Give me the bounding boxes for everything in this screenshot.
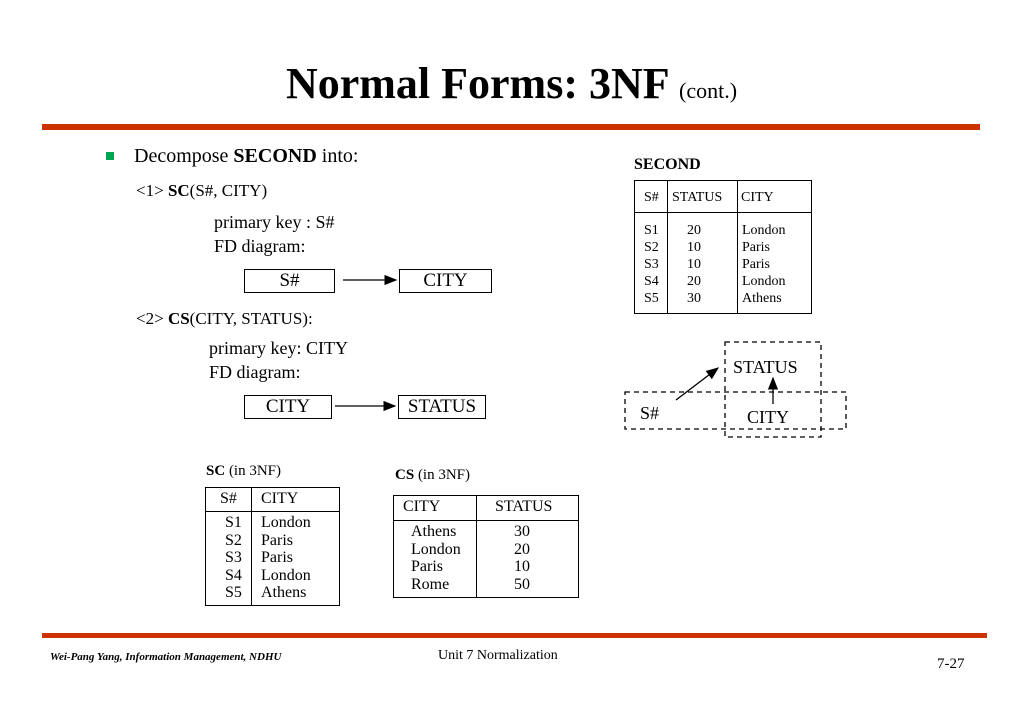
second-header-status: STATUS: [672, 190, 723, 205]
sc-col-snum: S1 S2 S3 S4 S5: [225, 514, 242, 601]
sc-table-title: [206, 463, 281, 480]
second-table-title: [634, 156, 701, 174]
sc-col-city: London Paris Paris London Athens: [261, 514, 311, 601]
cs-table: [393, 495, 579, 598]
footer-author: Wei-Pang Yang, Information Management, NDHU: [50, 651, 282, 663]
cs-name: CS: [167, 309, 190, 328]
decompose-relation: SECOND: [233, 145, 317, 167]
cs-col-city: Athens London Paris Rome: [411, 523, 461, 593]
sc-table-divider: [251, 488, 252, 605]
second-col-status: 20 10 10 20 30: [687, 223, 701, 306]
second-fd-status-label: STATUS: [733, 357, 798, 377]
second-col-snum: S1 S2 S3 S4 S5: [644, 223, 659, 306]
cs-fd-status-box: STATUS: [398, 395, 486, 419]
sc-table-title-bold: SC: [206, 463, 226, 479]
second-fd-city-label: CITY: [747, 407, 789, 427]
second-table-divider: [737, 181, 738, 313]
sc-name: SC: [167, 181, 190, 200]
cs-fd-city-box: CITY: [244, 395, 332, 419]
cs-header-status: STATUS: [495, 498, 553, 515]
cs-number: <2>: [136, 309, 168, 328]
cs-table-divider: [476, 496, 477, 597]
second-col-city: London Paris Paris London Athens: [742, 223, 786, 306]
sc-attrs: (S#, CITY): [189, 181, 268, 200]
decompose-prefix: Decompose: [134, 145, 234, 167]
cs-fd-label: FD diagram:: [209, 362, 301, 382]
second-header-city: CITY: [741, 190, 774, 205]
footer-page-number: 7-27: [937, 656, 965, 672]
second-table-title-text: SECOND: [634, 156, 701, 173]
cs-attrs: (CITY, STATUS):: [189, 309, 313, 328]
slide-title-main: Normal Forms: 3NF: [285, 59, 668, 108]
cs-table-title: [395, 467, 470, 484]
second-fd-snum-label: S#: [640, 403, 660, 423]
sc-header-city: CITY: [261, 490, 299, 507]
cs-col-status: 30 20 10 50: [514, 523, 530, 593]
sc-number: <1>: [136, 181, 168, 200]
second-table: [634, 180, 812, 314]
sc-table: [205, 487, 340, 606]
cs-primary-key: primary key: CITY: [209, 338, 348, 358]
second-table-divider: [667, 181, 668, 313]
second-table-header-row: [635, 181, 811, 213]
decompose-suffix: into:: [316, 145, 359, 167]
slide-title-suffix: (cont.): [679, 78, 738, 103]
second-fd-snum-status-arrow: [676, 368, 718, 400]
cs-table-title-rest: (in 3NF): [414, 467, 471, 483]
footer-unit: Unit 7 Normalization: [438, 648, 558, 663]
footer-divider: [42, 633, 987, 638]
sc-primary-key: primary key : S#: [214, 212, 335, 232]
cs-table-title-bold: CS: [395, 467, 415, 483]
sc-fd-city-box: CITY: [399, 269, 492, 293]
sc-header-snum: S#: [220, 490, 237, 507]
cs-header-city: CITY: [403, 498, 441, 515]
sc-table-title-rest: (in 3NF): [225, 463, 282, 479]
sc-fd-label: FD diagram:: [214, 236, 306, 256]
sc-fd-snum-box: S#: [244, 269, 335, 293]
second-header-snum: S#: [644, 190, 659, 205]
